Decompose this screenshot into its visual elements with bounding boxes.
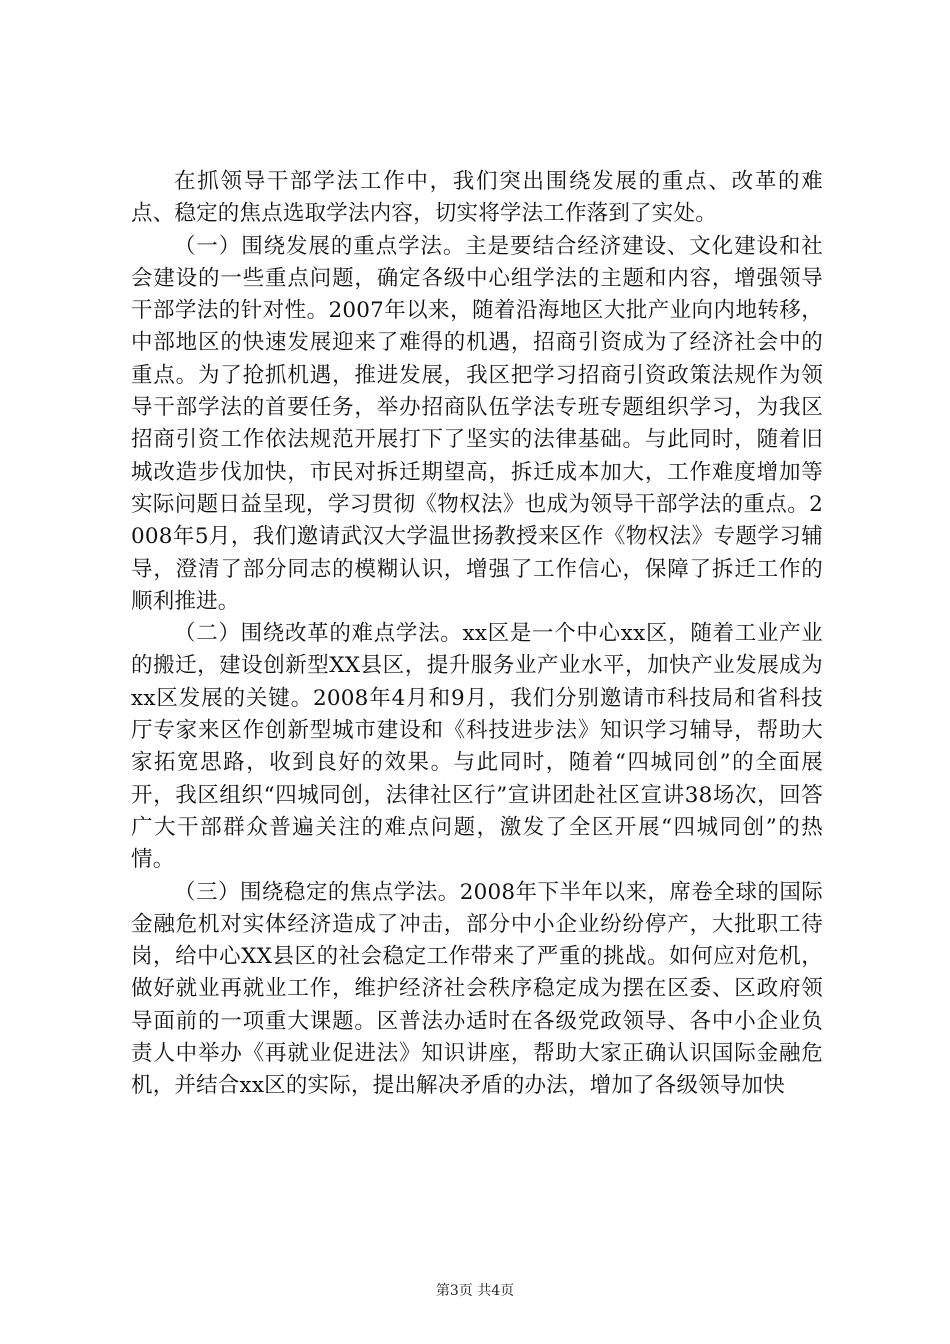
page-number-footer: 第3页 共4页 (435, 1283, 515, 1299)
body-text (131, 166, 823, 1103)
paragraph-section-3: （三）围绕稳定的焦点学法。2008年下半年以来，席卷全球的国际金融危机对实体经济造成了冲击，部分中小企业纷纷停产，大批职工待岗，给中心XX县区的社会稳定工作带来了严重的挑战。如何应对危机，做好就业再就业工作，维护经济社会秩序稳定成为摆在区委、区政府领导面前的一项重大课题。区普法办适时在各级党政领导、各中小企业负责人中举办《再就业促进法》知识讲座，帮助大家正确认识国际金融危机，并结合xx区的实际，提出解决矛盾的办法，增加了各级领导加快 (131, 879, 823, 1099)
paragraph-section-1: （一）围绕发展的重点学法。主是要结合经济建设、文化建设和社会建设的一些重点问题，确定各级中心组学法的主题和内容，增强领导干部学法的针对性。2007年以来，随着沿海地区大批产业向内地转移，中部地区的快速发展迎来了难得的机遇，招商引资成为了经济社会中的重点。为了抢抓机遇，推进发展，我区把学习招商引资政策法规作为领导干部学法的首要任务，举办招商队伍学法专班专题组织学习，为我区招商引资工作依法规范开展打下了坚实的法律基础。与此同时，随着旧城改造步伐加快，市民对拆迁期望高，拆迁成本加大，工作难度增加等实际问题日益呈现，学习贯彻《物权法》也成为领导干部学法的重点。2008年5月，我们邀请武汉大学温世扬教授来区作《物权法》专题学习辅导，澄清了部分同志的模糊认识，增强了工作信心，保障了拆迁工作的顺利推进。 (131, 233, 823, 614)
paragraph-intro: 在抓领导干部学法工作中，我们突出围绕发展的重点、改革的难点、稳定的焦点选取学法内容，切实将学法工作落到了实处。 (131, 169, 823, 227)
paragraph-section-2: （二）围绕改革的难点学法。xx区是一个中心xx区，随着工业产业的搬迁，建设创新型XX县区，提升服务业产业水平，加快产业发展成为xx区发展的关键。2008年4月和9月，我们分别邀请市科技局和省科技厅专家来区作创新型城市建设和《科技进步法》知识学习辅导，帮助大家拓宽思路，收到良好的效果。与此同时，随着“四城同创”的全面展开，我区组织“四城同创，法律社区行”宣讲团赴社区宣讲38场次，回答广大干部群众普遍关注的难点问题，激发了全区开展“四城同创”的热情。 (131, 621, 823, 873)
